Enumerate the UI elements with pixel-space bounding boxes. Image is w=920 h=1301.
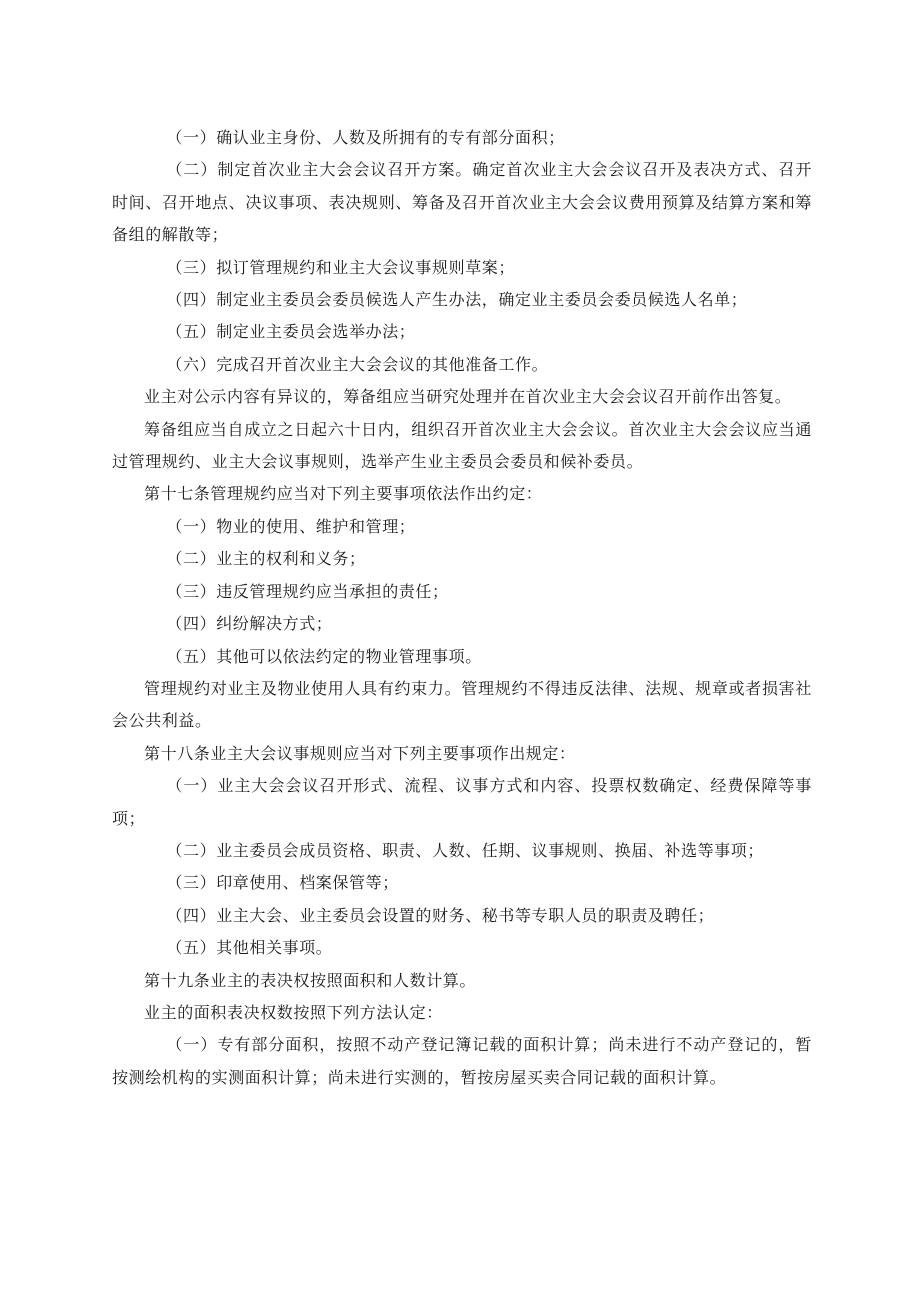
paragraph: （三）违反管理规约应当承担的责任； bbox=[166, 581, 449, 601]
paragraph: （二）制定首次业主大会会议召开方案。确定首次业主大会会议召开及表决方式、召开时间、召开地点、决议事项、表决规则、筹备及召开首次业主大会会议费用预算及结算方案和筹备组的解散等； bbox=[112, 160, 812, 245]
paragraph: （六）完成召开首次业主大会会议的其他准备工作。 bbox=[166, 354, 549, 374]
paragraph: （四）业主大会、业主委员会设置的财务、秘书等专职人员的职责及聘任； bbox=[166, 905, 715, 925]
document-page bbox=[112, 122, 812, 1094]
article-heading: 第十八条业主大会议事规则应当对下列主要事项作出规定： bbox=[144, 743, 576, 763]
paragraph: （一）业主大会会议召开形式、流程、议事方式和内容、投票权数确定、经费保障等事项； bbox=[112, 776, 812, 828]
paragraph: （二）业主委员会成员资格、职责、人数、任期、议事规则、换届、补选等事项； bbox=[166, 840, 764, 860]
paragraph: （五）其他可以依法约定的物业管理事项。 bbox=[166, 646, 482, 666]
article-heading: 第十七条管理规约应当对下列主要事项依法作出约定： bbox=[144, 484, 543, 504]
paragraph: 管理规约对业主及物业使用人具有约束力。管理规约不得违反法律、法规、规章或者损害社会公共利益。 bbox=[112, 678, 812, 731]
paragraph: （三）印章使用、档案保管等； bbox=[166, 873, 399, 893]
paragraph: （五）制定业主委员会选举办法； bbox=[166, 322, 416, 342]
paragraph: （二）业主的权利和义务； bbox=[166, 549, 366, 569]
paragraph: （四）纠纷解决方式； bbox=[166, 614, 333, 634]
paragraph: 筹备组应当自成立之日起六十日内，组织召开首次业主大会会议。首次业主大会会议应当通过管理规约、业主大会议事规则，选举产生业主委员会委员和候补委员。 bbox=[112, 419, 812, 472]
paragraph: （五）其他相关事项。 bbox=[166, 938, 333, 958]
paragraph: （一）物业的使用、维护和管理； bbox=[166, 516, 416, 536]
paragraph: （一）确认业主身份、人数及所拥有的专有部分面积； bbox=[166, 128, 565, 147]
paragraph: 业主对公示内容有异议的，筹备组应当研究处理并在首次业主大会会议召开前作出答复。 bbox=[144, 387, 792, 407]
paragraph: 业主的面积表决权数按照下列方法认定： bbox=[144, 1002, 443, 1022]
paragraph: （一）专有部分面积，按照不动产登记簿记载的面积计算；尚未进行不动产登记的，暂按测绘机构的实测面积计算；尚未进行实测的，暂按房屋买卖合同记载的面积计算。 bbox=[112, 1035, 812, 1087]
article-heading: 第十九条业主的表决权按照面积和人数计算。 bbox=[144, 970, 477, 990]
paragraph: （三）拟订管理规约和业主大会议事规则草案； bbox=[166, 257, 515, 277]
paragraph: （四）制定业主委员会委员候选人产生办法，确定业主委员会委员候选人名单； bbox=[166, 290, 748, 310]
